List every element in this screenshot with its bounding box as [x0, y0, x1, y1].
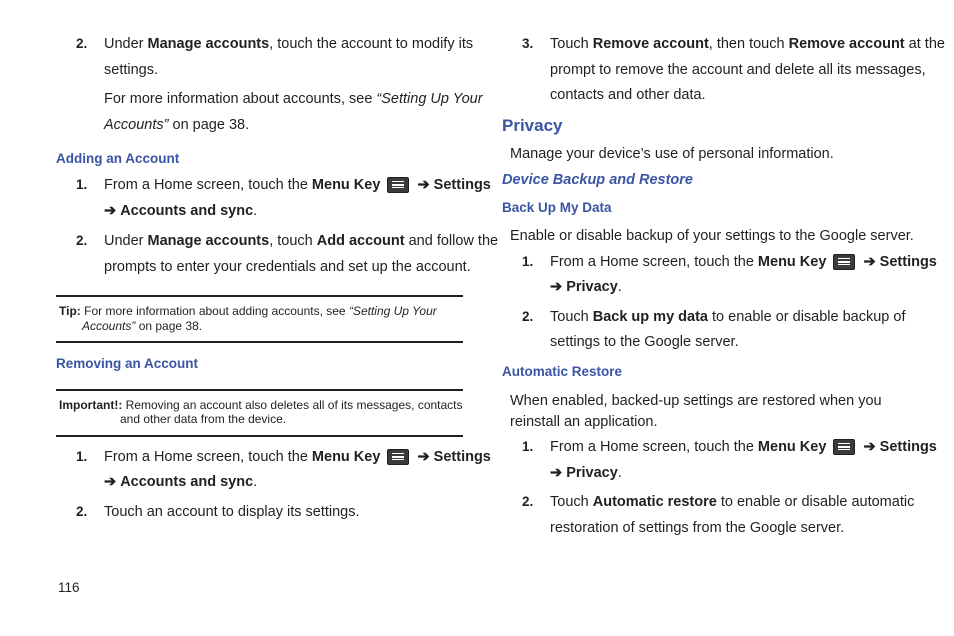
cross-reference-link[interactable]: “Setting Up Your: [348, 304, 437, 318]
important-label: Important!:: [59, 398, 123, 412]
more-info-text-line2: Accounts” on page 38.: [104, 117, 250, 133]
step-text-line3: contacts and other data.: [550, 87, 706, 103]
cross-reference-link[interactable]: Accounts”: [104, 117, 169, 133]
section-heading-adding-account: Adding an Account: [56, 151, 180, 166]
divider: [56, 295, 463, 297]
step-text-line2: settings to the Google server.: [550, 334, 739, 350]
privacy-description: Manage your device’s use of personal information.: [510, 146, 834, 162]
step-text: From a Home screen, touch the Menu Key ➔ Settings: [550, 254, 937, 270]
step-number: 2.: [76, 233, 88, 248]
section-heading-back-up-data: Back Up My Data: [502, 200, 612, 215]
step-text-line2: ➔ Privacy.: [550, 465, 622, 481]
step-number: 1.: [76, 449, 88, 464]
step-text: Touch Automatic restore to enable or disable automatic: [550, 494, 915, 510]
step-text-line2: ➔ Accounts and sync.: [104, 203, 258, 219]
menu-key-icon: [387, 449, 409, 465]
auto-restore-description: When enabled, backed-up settings are restored when you: [510, 393, 882, 409]
step-text-line2: ➔ Privacy.: [550, 279, 622, 295]
tip-note-line2: Accounts” on page 38.: [82, 319, 203, 333]
step-text: Touch Remove account, then touch Remove account at the: [550, 36, 945, 52]
menu-key-icon: [833, 439, 855, 455]
step-text: Touch Back up my data to enable or disable backup of: [550, 309, 906, 325]
step-text: From a Home screen, touch the Menu Key ➔ Settings: [550, 439, 937, 455]
step-text: From a Home screen, touch the Menu Key ➔ Settings: [104, 177, 491, 193]
step-number: 2.: [522, 309, 534, 324]
step-text-line2: prompts to enter your credentials and set up the account.: [104, 259, 471, 275]
backup-description: Enable or disable backup of your settings to the Google server.: [510, 228, 914, 244]
step-text-line2: ➔ Accounts and sync.: [104, 474, 258, 490]
important-note: Important!: Removing an account also deletes all of its messages, contacts: [59, 398, 463, 412]
auto-restore-description-line2: reinstall an application.: [510, 414, 658, 430]
step-text: Under Manage accounts, touch Add account and follow the: [104, 233, 499, 249]
step-number: 1.: [522, 439, 534, 454]
step-text: Touch an account to display its settings.: [104, 504, 360, 520]
cross-reference-link[interactable]: Accounts”: [82, 319, 136, 333]
step-text-line2: prompt to remove the account and delete all its messages,: [550, 62, 926, 78]
section-heading-backup-restore: Device Backup and Restore: [502, 172, 693, 188]
divider: [56, 389, 463, 391]
page-number: 116: [58, 580, 80, 595]
cross-reference-link[interactable]: “Setting Up Your: [376, 91, 483, 107]
tip-note: Tip: For more information about adding accounts, see “Setting Up Your: [59, 304, 437, 318]
divider: [56, 435, 463, 437]
step-number: 3.: [522, 36, 534, 51]
divider: [56, 341, 463, 343]
more-info-text: For more information about accounts, see “Setting Up Your: [104, 91, 483, 107]
menu-key-icon: [833, 254, 855, 270]
important-note-line2: and other data from the device.: [120, 412, 287, 426]
step-text: Under Manage accounts, touch the account to modify its: [104, 36, 474, 52]
step-number: 1.: [76, 177, 88, 192]
step-number: 1.: [522, 254, 534, 269]
section-heading-privacy: Privacy: [502, 116, 563, 135]
step-number: 2.: [522, 494, 534, 509]
step-number: 2.: [76, 504, 88, 519]
section-heading-removing-account: Removing an Account: [56, 356, 199, 371]
step-text: From a Home screen, touch the Menu Key ➔ Settings: [104, 449, 491, 465]
step-text-line2: restoration of settings from the Google server.: [550, 520, 845, 536]
section-heading-automatic-restore: Automatic Restore: [502, 364, 623, 379]
menu-key-icon: [387, 177, 409, 193]
tip-label: Tip:: [59, 304, 81, 318]
step-text-line2: settings.: [104, 62, 158, 78]
step-number: 2.: [76, 36, 88, 51]
